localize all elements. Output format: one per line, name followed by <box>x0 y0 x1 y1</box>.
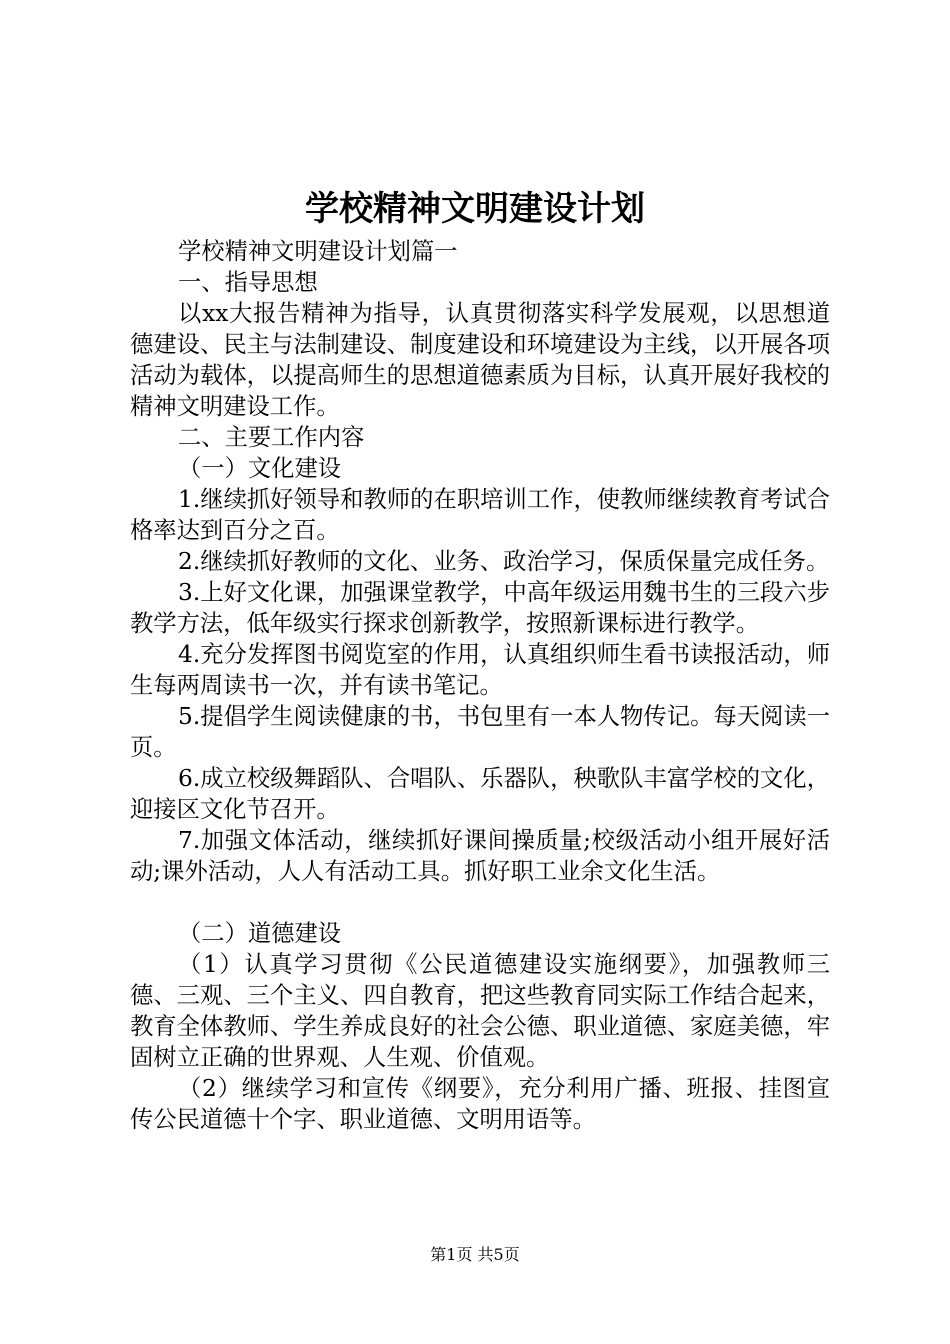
document-body <box>130 236 830 1135</box>
subsection-heading: （二）道德建设 <box>178 920 342 947</box>
subsection-heading: （一）文化建设 <box>178 455 342 482</box>
list-item: 1.继续抓好领导和教师的在职培训工作，使教师继续教育考试合格率达到百分之百。 <box>130 486 830 544</box>
section-heading: 二、主要工作内容 <box>178 424 365 451</box>
page-number-footer: 第1页 共5页 <box>430 1245 520 1264</box>
list-item: （1）认真学习贯彻《公民道德建设实施纲要》，加强教师三德、三观、三个主义、四自教育，把这些教育同实际工作结合起来，教育全体教师、学生养成良好的社会公德、职业道德、家庭美德，牢固树立正确的世界观、人生观、价值观。 <box>130 951 830 1071</box>
subtitle-paragraph: 学校精神文明建设计划篇一 <box>178 238 458 265</box>
list-item: 3.上好文化课，加强课堂教学，中高年级运用魏书生的三段六步教学方法，低年级实行探求创新教学，按照新课标进行教学。 <box>130 579 830 637</box>
list-item: 5.提倡学生阅读健康的书，书包里有一本人物传记。每天阅读一页。 <box>130 703 830 761</box>
list-item: （2）继续学习和宣传《纲要》，充分利用广播、班报、挂图宣传公民道德十个字、职业道德、文明用语等。 <box>130 1075 830 1133</box>
list-item: 4.充分发挥图书阅览室的作用，认真组织师生看书读报活动，师生每两周读书一次，并有读书笔记。 <box>130 641 830 699</box>
list-item: 6.成立校级舞蹈队、合唱队、乐器队，秧歌队丰富学校的文化，迎接区文化节召开。 <box>130 765 830 823</box>
list-item: 7.加强文体活动，继续抓好课间操质量;校级活动小组开展好活动;课外活动，人人有活动工具。抓好职工业余文化生活。 <box>130 827 830 885</box>
list-item: 2.继续抓好教师的文化、业务、政治学习，保质保量完成任务。 <box>178 548 830 575</box>
document-title: 学校精神文明建设计划 <box>305 189 645 229</box>
body-paragraph: 以xx大报告精神为指导，认真贯彻落实科学发展观，以思想道德建设、民主与法制建设、制度建设和环境建设为主线，以开展各项活动为载体，以提高师生的思想道德素质为目标，认真开展好我校的精神文明建设工作。 <box>130 300 830 420</box>
section-heading: 一、指导思想 <box>178 269 318 296</box>
